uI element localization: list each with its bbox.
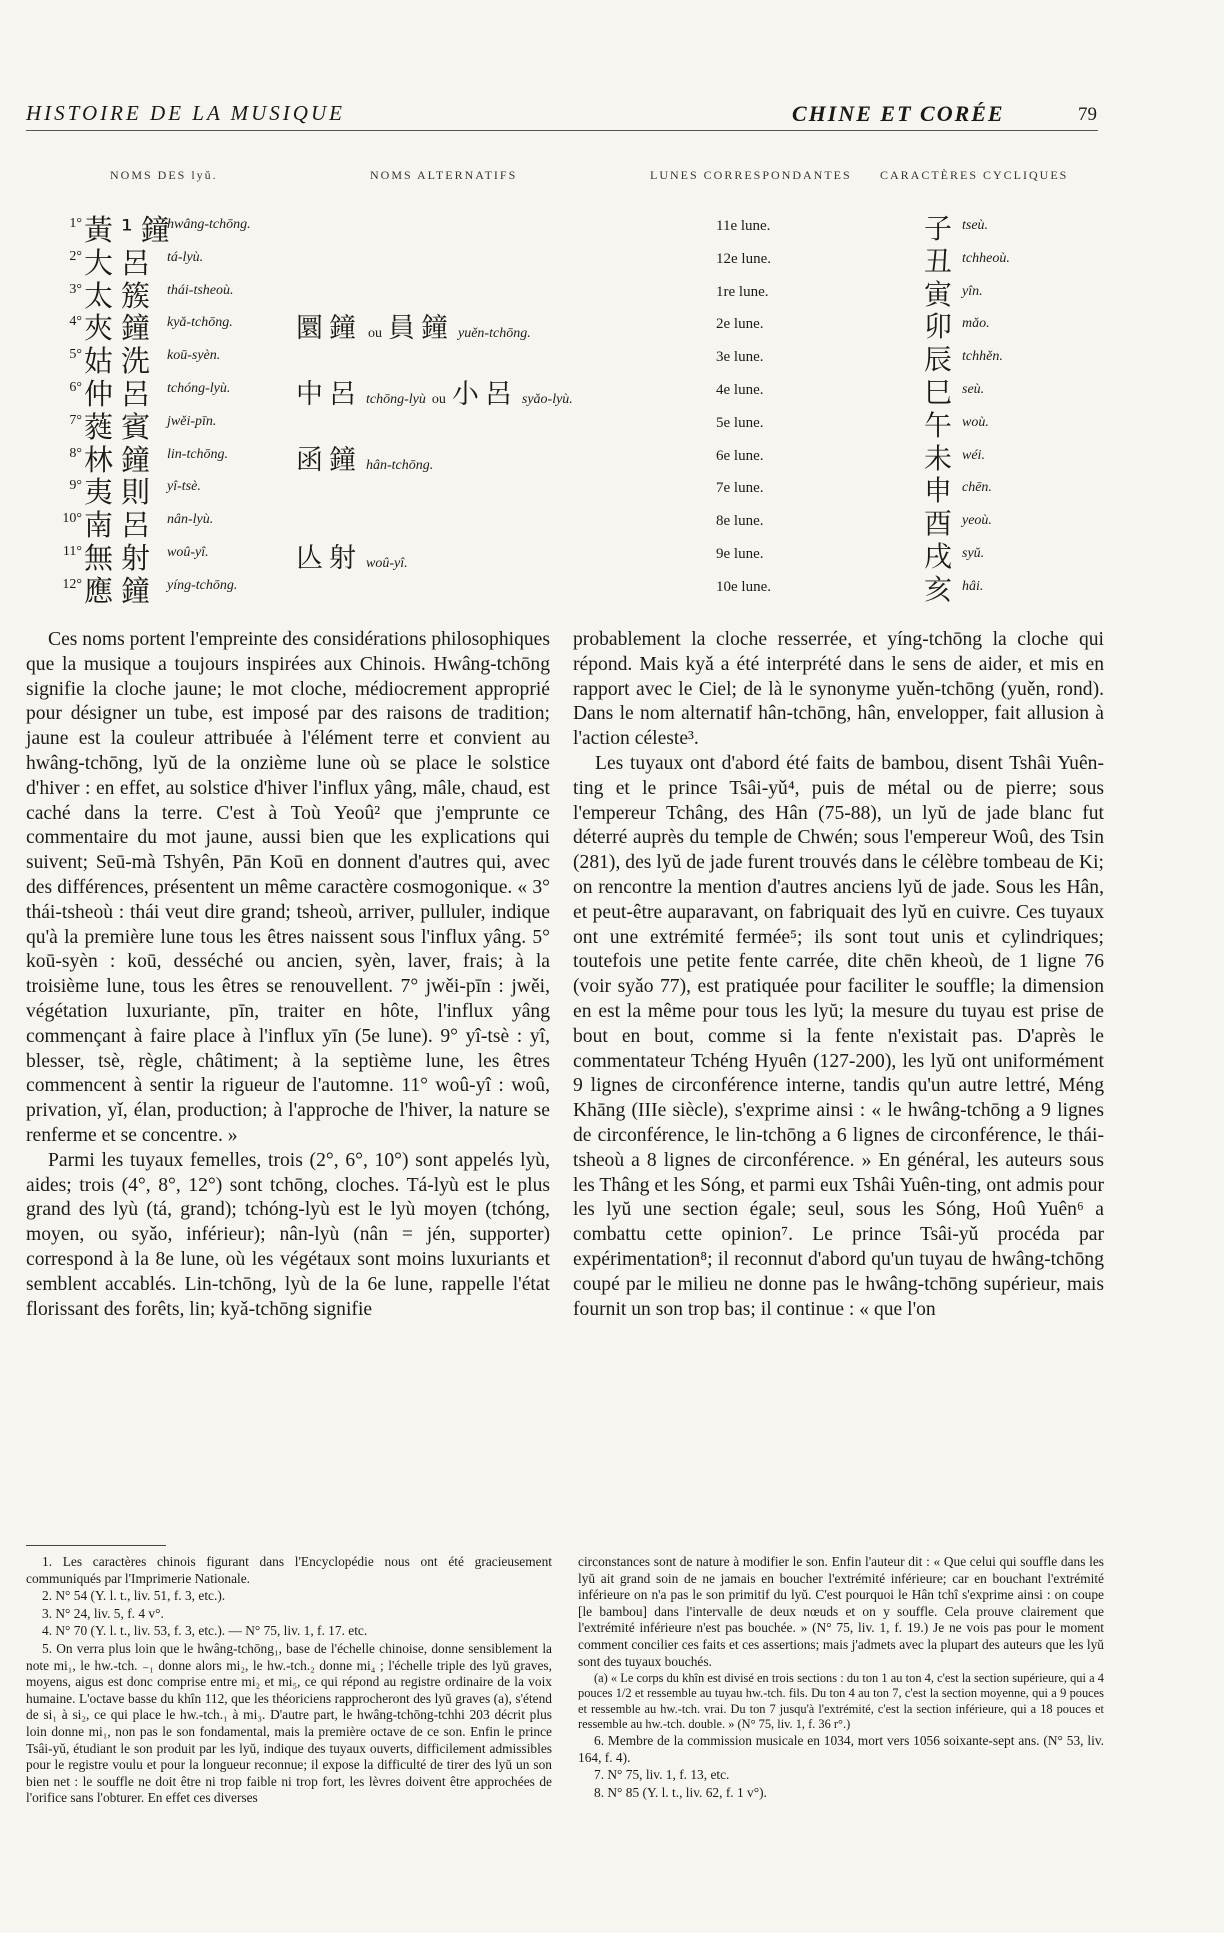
cyclic-character: 巳 (924, 376, 953, 409)
row-number: 1° (69, 216, 82, 231)
paragraph: probablement la cloche resserrée, et yíng-tchōng la cloche qui répond. Mais kyǎ a été interprété dans le sens de aider, et mis en rapport avec le Ciel; de là le synonyme yuěn-tchōng (yuěn, rond). Dans le nom alternatif hân-tchōng, hân, envelopper, fait allusion à l'action céleste³. (573, 629, 1104, 750)
row-number: 10° (62, 511, 82, 527)
footnotes-right (578, 1554, 1104, 1802)
cyclic-character: 酉 (924, 507, 953, 541)
lyu-characters: 大呂 (84, 245, 159, 280)
corresponding-moon: 3e lune. (716, 349, 764, 366)
alternate-conjunction: ou (431, 392, 446, 407)
corresponding-moon: 2e lune. (716, 316, 764, 333)
lyu-romanization: woû-yî. (167, 545, 209, 560)
cyclic-romanization: tchheoù. (962, 250, 1010, 266)
table-row (0, 407, 1224, 444)
corresponding-moon: 11e lune. (716, 218, 771, 234)
footnote: 5. On verra plus loin que le hwâng-tchōng₁, base de l'échelle chinoise, donne sensiblement la note mi₁, le hw.-tch. ₋₁ donne alors mi₂, le hw.-tch.₂ donne mi₄ ; l'échelle triple des lyŭ graves, moyens, aigus est donc comprise entre mi₂ et mi₅, ce qui répond au registre ordinaire de la voix humaine. L'octave basse du khîn 112, que les théoriciens rapprocheront des lyŭ graves (a), s'étend de si₁ à si₂, ce qui place le hw.-tch.₁ à mi₃. D'autre part, le hwâng-tchōng-tchhi 203 décrit plus loin donne mi₁, non pas le son fondamental, mais la première octave de ce son. Enfin le prince Tsâi-yǔ, étudiant le son produit par les lyŭ, indique des tuyaux ouverts, difficilement admissibles pour le registre voulu et pour la longueur reconnue; il expose la difficulté de tirer des lyŭ un son bien net : le souffle ne doit être ni trop faible ni trop fort, les lèvres doivent être approchées de l'orifice sans l'obturer. En effet ces diverses (26, 1640, 552, 1806)
footnote: 8. N° 85 (Y. l. t., liv. 62, f. 1 v°). (594, 1784, 767, 1800)
cyclic-character: 卯 (924, 310, 953, 344)
row-number: 5° (69, 347, 82, 363)
row-number: 9° (69, 478, 82, 494)
corresponding-moon: 9e lune. (716, 546, 764, 562)
lyu-romanization: kyǎ-tchōng. (167, 315, 233, 331)
lyu-romanization: tchóng-lyù. (167, 381, 231, 396)
running-head-right: CHINE ET CORÉE (792, 101, 1005, 126)
alternate-romanization: syǎo-lyù. (521, 392, 573, 407)
footnote: 1. Les caractères chinois figurant dans l'Encyclopédie nous ont été gracieusement communiqués par l'Imprimerie Nationale. (26, 1554, 552, 1586)
lyu-romanization: jwěi-pīn. (167, 413, 217, 429)
lyu-characters: 南呂 (84, 508, 159, 543)
alternate-names (296, 438, 433, 477)
alternate-characters: 函鐘 (296, 444, 362, 476)
corresponding-moon: 5e lune. (716, 414, 764, 431)
cyclic-character: 寅 (924, 277, 953, 311)
footnote-rule (26, 1545, 166, 1546)
cyclic-romanization: mǎo. (962, 316, 990, 332)
corresponding-moon: 10e lune. (716, 578, 771, 595)
alternate-characters: 亾射 (296, 543, 362, 574)
corresponding-moon: 12e lune. (716, 250, 771, 267)
corresponding-moon: 1re lune. (716, 283, 769, 300)
col-header-names: NOMS DES lyŭ. (110, 168, 218, 182)
lyu-characters: 黃¹鐘 (84, 213, 178, 247)
footnote: 6. Membre de la commission musicale en 1034, mort vers 1056 soixante-sept ans. (N° 53, liv. 164, f. 4). (578, 1732, 1104, 1765)
col-header-moons: LUNES CORRESPONDANTES (650, 168, 852, 182)
lyu-romanization: koū-syèn. (167, 348, 221, 364)
lyu-romanization: thái-tsheoù. (167, 282, 234, 298)
footnotes-left (26, 1554, 552, 1808)
cyclic-character: 午 (924, 408, 953, 442)
lyu-romanization: yíng-tchōng. (167, 577, 238, 593)
footnote: 3. N° 24, liv. 5, f. 4 v°. (42, 1605, 164, 1621)
table-row (0, 243, 1224, 280)
alternate-characters: 圜鐘 (296, 313, 362, 345)
alternate-characters: 員鐘 (388, 313, 454, 345)
lyu-characters: 太簇 (84, 278, 159, 313)
cyclic-romanization: yîn. (962, 283, 983, 299)
alternate-conjunction: ou (368, 326, 382, 342)
alternate-names (296, 306, 531, 345)
row-number: 6° (69, 380, 82, 395)
lyu-romanization: nân-lyù. (167, 512, 214, 528)
page-number: 79 (1078, 104, 1097, 125)
lyu-romanization: tá-lyù. (167, 249, 204, 265)
table-row (0, 374, 1224, 411)
table-row (0, 210, 1224, 247)
alternate-romanization: woû-yî. (366, 556, 408, 571)
corresponding-moon: 6e lune. (716, 447, 764, 464)
cyclic-romanization: tchhěn. (962, 349, 1003, 365)
cyclic-romanization: wéi. (962, 447, 985, 463)
table-row (0, 440, 1224, 477)
alternate-names (296, 536, 408, 575)
alternate-romanization: hân-tchōng. (366, 457, 434, 473)
footnote: 7. N° 75, liv. 1, f. 13, etc. (594, 1767, 730, 1783)
cyclic-romanization: chēn. (962, 480, 992, 496)
lyu-romanization: yî-tsè. (167, 479, 201, 495)
row-number: 4° (69, 314, 82, 330)
cyclic-character: 未 (924, 441, 953, 475)
lyu-characters: 仲呂 (84, 377, 159, 411)
alternate-romanization: yuěn-tchōng. (458, 326, 531, 342)
cyclic-character: 丑 (924, 244, 953, 278)
corresponding-moon: 8e lune. (716, 513, 764, 530)
lyu-characters: 應鐘 (84, 573, 159, 608)
paragraph: Parmi les tuyaux femelles, trois (2°, 6°, 10°) sont appelés lyù, aides; trois (4°, 8°, 12°) sont tchōng, cloches. Tá-lyù est le plus grand des lyù (tá, grand); tchóng-lyù est le lyù moyen (tchóng, moyen, ou syǎo, inférieur); nân-lyù (nân = jén, supporter) correspond à la 8e lune, où les végétaux sont moins luxuriants et semblent accablés. Lin-tchōng, lyù de la 6e lune, rappelle l'état florissant des forêts, lin; kyǎ-tchōng signifie (26, 1149, 550, 1320)
paragraph: Ces noms portent l'empreinte des considérations philosophiques que la musique a toujours inspirées aux Chinois. Hwâng-tchōng signifie la cloche jaune; le mot cloche, médiocrement approprié pour désigner un tube, est imposé par des raisons de tradition; jaune est la couleur attribuée à l'élément terre et convient au hwâng-tchōng, lyŭ de la onzième lune où se place le solstice d'hiver : en effet, au solstice d'hiver l'influx yâng, mâle, chaud, est caché dans la terre. C'est à Toù Yeoû² que j'emprunte ce commentaire du mot jaune, aussi bien que les explications qui suivent; Seū-mà Tshyên, Pān Koū en donnent d'autres qui, avec des différences, présentent un même caractère cosmogonique. « 3° thái-tsheoù : thái veut dire grand; tsheoù, arriver, pulluler, indique qu'à la première lune tous les êtres naissent sous l'influx yâng. 5° koū-syèn : koū, desséché ou ancien, syèn, laver, frais; à la troisième lune, tous les êtres se renouvellent. 7° jwěi-pīn : jwěi, végétation luxuriante, pīn, traiter en hôte, l'influx yâng commençant à faire place à l'influx yīn (5e lune). 9° yî-tsè : yî, blesser, tsè, règle, châtiment; à la septième lune, les êtres commencent à sentir la rigueur de l'automne. 11° woû-yî : woû, privation, yǐ, élan, production; à l'approche de l'hiver, la nature se renferme et se concentre. » (26, 629, 551, 1146)
cyclic-character: 亥 (924, 572, 953, 606)
alternate-names (296, 372, 573, 411)
footnote: 4. N° 70 (Y. l. t., liv. 53, f. 3, etc.). — N° 75, liv. 1, f. 17. etc. (42, 1623, 368, 1639)
table-row (0, 571, 1224, 608)
cyclic-character: 子 (924, 212, 953, 245)
lyu-characters: 夾鐘 (84, 311, 159, 346)
row-number: 12° (62, 576, 82, 592)
table-row (0, 308, 1224, 346)
lyu-characters: 姑洗 (84, 344, 159, 379)
lyu-characters: 無射 (84, 541, 159, 575)
cyclic-character: 辰 (924, 343, 953, 377)
footnote: 2. N° 54 (Y. l. t., liv. 51, f. 3, etc.). (42, 1588, 226, 1604)
col-header-alternates: NOMS ALTERNATIFS (370, 168, 518, 182)
body-column-left (26, 628, 550, 1322)
alternate-romanization: tchōng-lyù (366, 392, 426, 407)
table-row (0, 538, 1224, 575)
cyclic-romanization: syǔ. (962, 546, 985, 561)
alternate-characters: 小呂 (451, 379, 518, 410)
row-number: 3° (69, 281, 82, 297)
row-number: 7° (69, 412, 82, 428)
cyclic-character: 戌 (924, 540, 953, 573)
footnote: circonstances sont de nature à modifier le son. Enfin l'auteur dit : « Que celui qui souffle dans les lyŭ ait grand soin de ne jamais en boucher l'extrémité inférieure; car en bouchant l'extrémité inférieure on n'a pas le son primitif du lyŭ. C'est pourquoi le Hân tchî s'exprime ainsi : on coupe [le bambou] dans l'intervalle de deux nœuds et on y souffle. Cela prouve clairement que l'extrémité inférieure n'est pas bouchée. » (N° 75, liv. 1, f. 19.) Je ne vois pas pour le moment comment concilier ces faits et ces assertions; mais j'admets avec la plupart des auteurs que les lyŭ sont des tuyaux bouchés. (578, 1554, 1104, 1669)
running-head-left: HISTOIRE DE LA MUSIQUE (26, 101, 345, 125)
cyclic-character: 申 (924, 474, 953, 508)
table-row (0, 505, 1224, 543)
corresponding-moon: 4e lune. (716, 382, 764, 398)
alternate-characters: 中呂 (296, 379, 362, 410)
row-number: 2° (69, 248, 82, 264)
cyclic-romanization: tseù. (962, 218, 989, 233)
lyu-characters: 林鐘 (84, 442, 159, 477)
table-row (0, 341, 1224, 379)
table-row (0, 472, 1224, 510)
footnote: (a) « Le corps du khîn est divisé en trois sections : du ton 1 au ton 4, c'est la section supérieure, qui a 4 pouces 1/2 et ressemble au tuyau hw.-tch. fils. Du ton 4 au ton 7, c'est la section moyenne, qui a 9 pouces et ressemble au hw.-tch. vrai. Du ton 7 jusqu'à l'extrémité, c'est la section inférieure, qui a 18 pouces et ressemble au hw.-tch. double. » (N° 75, liv. 1, f. 36 r°.) (578, 1671, 1104, 1731)
lyu-characters: 蕤賓 (84, 409, 159, 444)
cyclic-romanization: seù. (962, 382, 985, 397)
col-header-cyclic: CARACTÈRES CYCLIQUES (880, 168, 1069, 182)
lyu-characters: 夷則 (84, 475, 159, 510)
lyu-romanization: lin-tchōng. (167, 446, 229, 462)
corresponding-moon: 7e lune. (716, 480, 764, 497)
paragraph: Les tuyaux ont d'abord été faits de bambou, disent Tshâi Yuên-ting et le prince Tsâi-yǔ⁴, puis de métal ou de pierre; sous l'empereur Tchâng, des Hân (75-88), un lyŭ de jade blanc fut déterré auprès du temple de Chwén; sous l'empereur Woû, des Tsin (281), des lyŭ de jade furent trouvés dans le célèbre tombeau de Ki; on rencontre la mention d'autres anciens lyŭ de jade. Sous les Hân, et peut-être auparavant, on fabriquait des lyŭ en cuivre. Ces tuyaux ont une extrémité fermée⁵; ils sont tout unis et cylindriques; toutefois une petite fente carrée, dite chēn kheoù, de 1 ligne 76 (voir syǎo 77), est pratiquée pour faciliter le souffle; la dimension en est la même pour tous les lyŭ; la mesure du tuyau est prise de bout en bout, comme si la fente n'existait pas. D'après le commentateur Tchéng Hyuên (127-200), les lyŭ ont uniformément 9 lignes de circonférence interne, tandis qu'un autre lettré, Méng Khāng (IIIe siècle), s'exprime ainsi : « le hwâng-tchōng a 9 lignes de circonférence, le lin-tchōng a 6 lignes de circonférence, le thái-tsheoù a 8 lignes de circonférence. » En général, les auteurs sous les Thâng et les Sóng, et parmi eux Tshâi Yuên-ting, ont admis pour les lyŭ une section égale; seul, sous les Sóng, Hoû Yuên⁶ a combattu cette opinion⁷. Le prince Tsâi-yǔ procéda par expérimentation⁸; il reconnut d'abord qu'un tuyau de hwâng-tchōng coupé par le milieu ne donne pas le hwâng-tchōng supérieur, mais fournit un son trop bas; il continue : « que l'on (573, 752, 1104, 1320)
cyclic-romanization: hâi. (962, 578, 984, 594)
row-number: 8° (69, 445, 82, 461)
table-row (0, 276, 1224, 313)
header-rule (26, 130, 1098, 131)
row-number: 11° (62, 544, 82, 559)
body-column-right (573, 628, 1104, 1322)
cyclic-romanization: woù. (962, 414, 989, 430)
lyu-romanization: hwâng-tchōng. (167, 217, 251, 232)
cyclic-romanization: yeoù. (962, 513, 992, 529)
